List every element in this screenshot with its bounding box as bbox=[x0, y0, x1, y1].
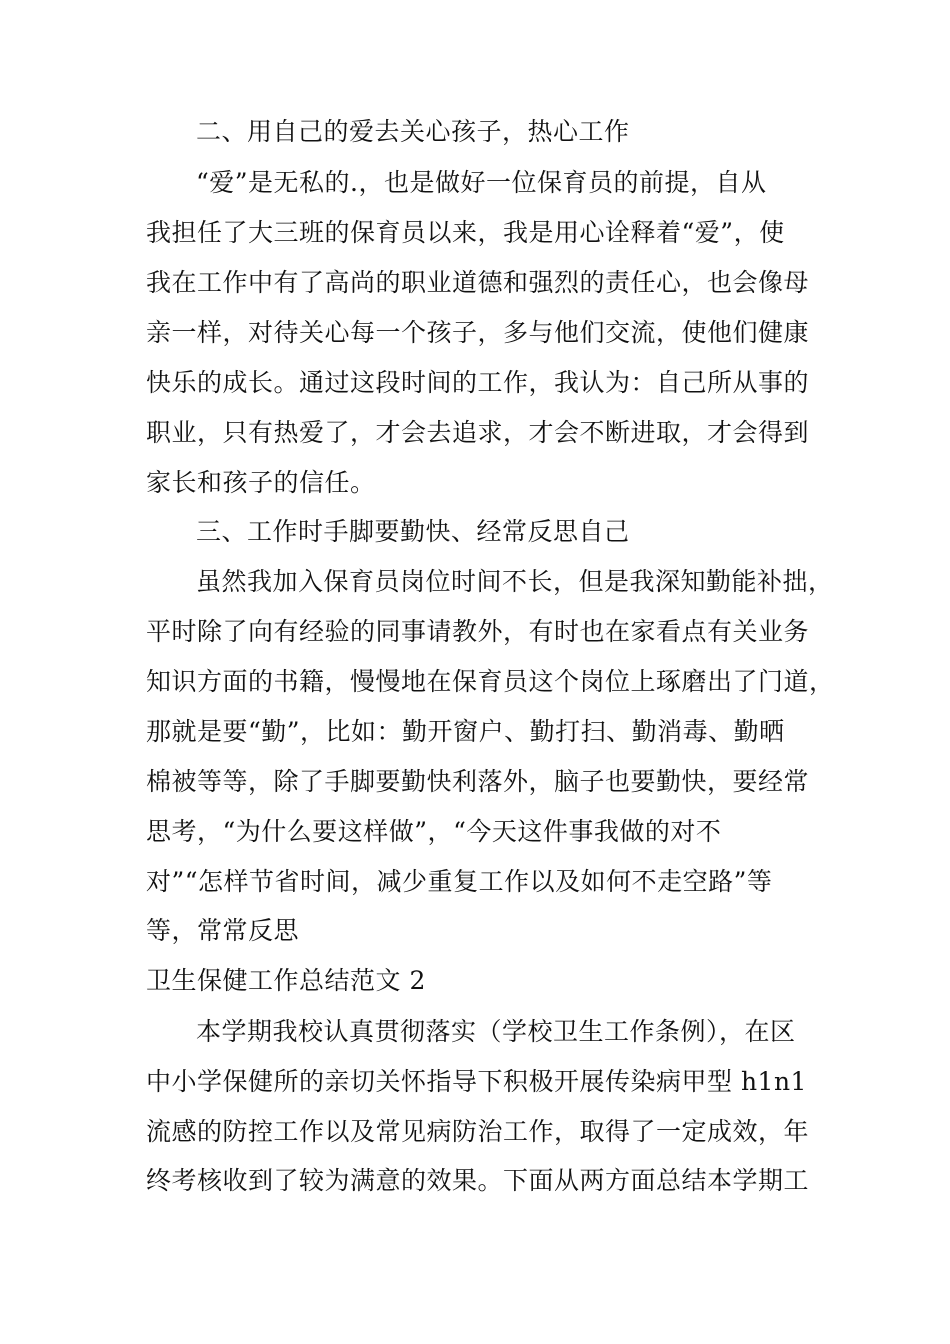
paragraph-line: 我担任了大三班的保育员以来，我是用心诠释着“爱”，使 bbox=[146, 218, 785, 247]
paragraph-line: 思考，“为什么要这样做”，“今天这件事我做的对不 bbox=[146, 817, 722, 846]
paragraph-line: 流感的防控工作以及常见病防治工作，取得了一定成效，年 bbox=[146, 1117, 810, 1146]
paragraph-line: 平时除了向有经验的同事请教外，有时也在家看点有关业务 bbox=[146, 617, 810, 646]
paragraph-line: 知识方面的书籍，慢慢地在保育员这个岗位上琢磨出了门道， bbox=[146, 667, 835, 696]
paragraph-line: 棉被等等，除了手脚要勤快利落外，脑子也要勤快，要经常 bbox=[146, 767, 810, 796]
article-title: 卫生保健工作总结范文 2 bbox=[146, 966, 426, 995]
section-heading-2: 二、用自己的爱去关心孩子，热心工作 bbox=[196, 117, 630, 146]
section-heading-3: 三、工作时手脚要勤快、经常反思自己 bbox=[196, 517, 630, 546]
paragraph-line: 那就是要“勤”，比如：勤开窗户、勤打扫、勤消毒、勤晒 bbox=[146, 717, 785, 746]
paragraph-line: 快乐的成长。通过这段时间的工作，我认为：自己所从事的 bbox=[146, 368, 810, 397]
paragraph-line: 等，常常反思 bbox=[146, 916, 300, 945]
paragraph-line: “爱”是无私的.，也是做好一位保育员的前提，自从 bbox=[196, 168, 767, 197]
paragraph-line: 职业，只有热爱了，才会去追求，才会不断进取，才会得到 bbox=[146, 418, 810, 447]
paragraph-line: 家长和孩子的信任。 bbox=[146, 468, 376, 497]
paragraph-line: 本学期我校认真贯彻落实（学校卫生工作条例），在区 bbox=[196, 1017, 796, 1046]
paragraph-line: 虽然我加入保育员岗位时间不长，但是我深知勤能补拙， bbox=[196, 567, 834, 596]
paragraph-line: 我在工作中有了高尚的职业道德和强烈的责任心，也会像母 bbox=[146, 268, 810, 297]
paragraph-line: 亲一样，对待关心每一个孩子，多与他们交流，使他们健康 bbox=[146, 318, 810, 347]
paragraph-line: 终考核收到了较为满意的效果。下面从两方面总结本学期工 bbox=[146, 1166, 810, 1195]
paragraph-line: 对”“怎样节省时间，减少重复工作以及如何不走空路”等 bbox=[146, 867, 773, 896]
paragraph-line: 中小学保健所的亲切关怀指导下积极开展传染病甲型 h1n1 bbox=[146, 1067, 807, 1096]
